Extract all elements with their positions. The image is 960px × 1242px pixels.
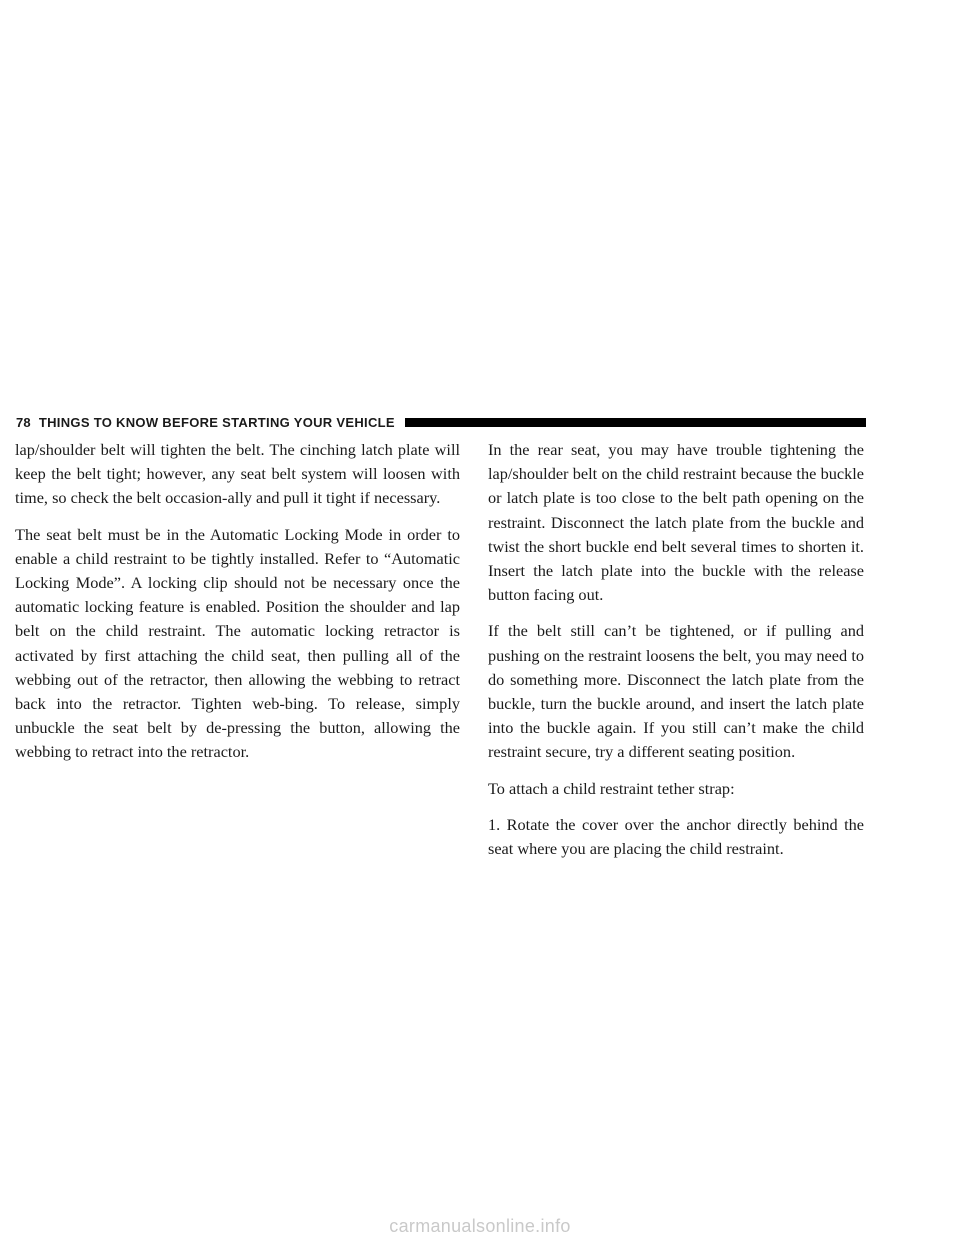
paragraph: If the belt still can’t be tightened, or if pulling and pushing on the restraint loosens the belt, you may need to do something more. Disconnect the latch plate from the buckle, turn the buckle around, and insert the latch plate into the buckle again. If you still can’t make the child restraint secure, try a different seating position. — [488, 621, 864, 762]
paragraph: To attach a child restraint tether strap: — [488, 778, 735, 798]
paragraph: lap/shoulder belt will tighten the belt. The cinching latch plate will keep the belt tight; however, any seat belt system will loosen with time, so check the belt occasion-ally and pull it tight if necessary. — [15, 440, 460, 508]
left-column — [15, 438, 460, 777]
paragraph: In the rear seat, you may have trouble tightening the lap/shoulder belt on the child restraint because the buckle or latch plate is too close to the belt path opening on the restraint. Disconnect the latch plate from the buckle and twist the short buckle end belt several times to shorten it. Insert the latch plate into the buckle with the release button facing out. — [488, 440, 864, 605]
paragraph: 1. Rotate the cover over the anchor directly behind the seat where you are placing the child restraint. — [488, 814, 864, 859]
right-column — [488, 438, 864, 873]
page-header — [16, 412, 866, 432]
page-number: 78 — [16, 414, 31, 430]
paragraph: The seat belt must be in the Automatic Locking Mode in order to enable a child restraint to be tightly installed. Refer to “Automatic Locking Mode”. A locking clip should not be necessary once the automatic locking feature is enabled. Position the shoulder and lap belt on the child restraint. The automatic locking retractor is activated by first attaching the child seat, then pulling all of the webbing out of the retractor, then allowing the webbing to retract back into the retractor. Tighten web-bing. To release, simply unbuckle the seat belt by de-pressing the button, allowing the webbing to retract into the retractor. — [15, 524, 460, 762]
section-title: THINGS TO KNOW BEFORE STARTING YOUR VEHICLE — [38, 414, 395, 430]
header-rule — [405, 418, 866, 427]
watermark-footer: carmanualsonline.info — [389, 1216, 571, 1236]
